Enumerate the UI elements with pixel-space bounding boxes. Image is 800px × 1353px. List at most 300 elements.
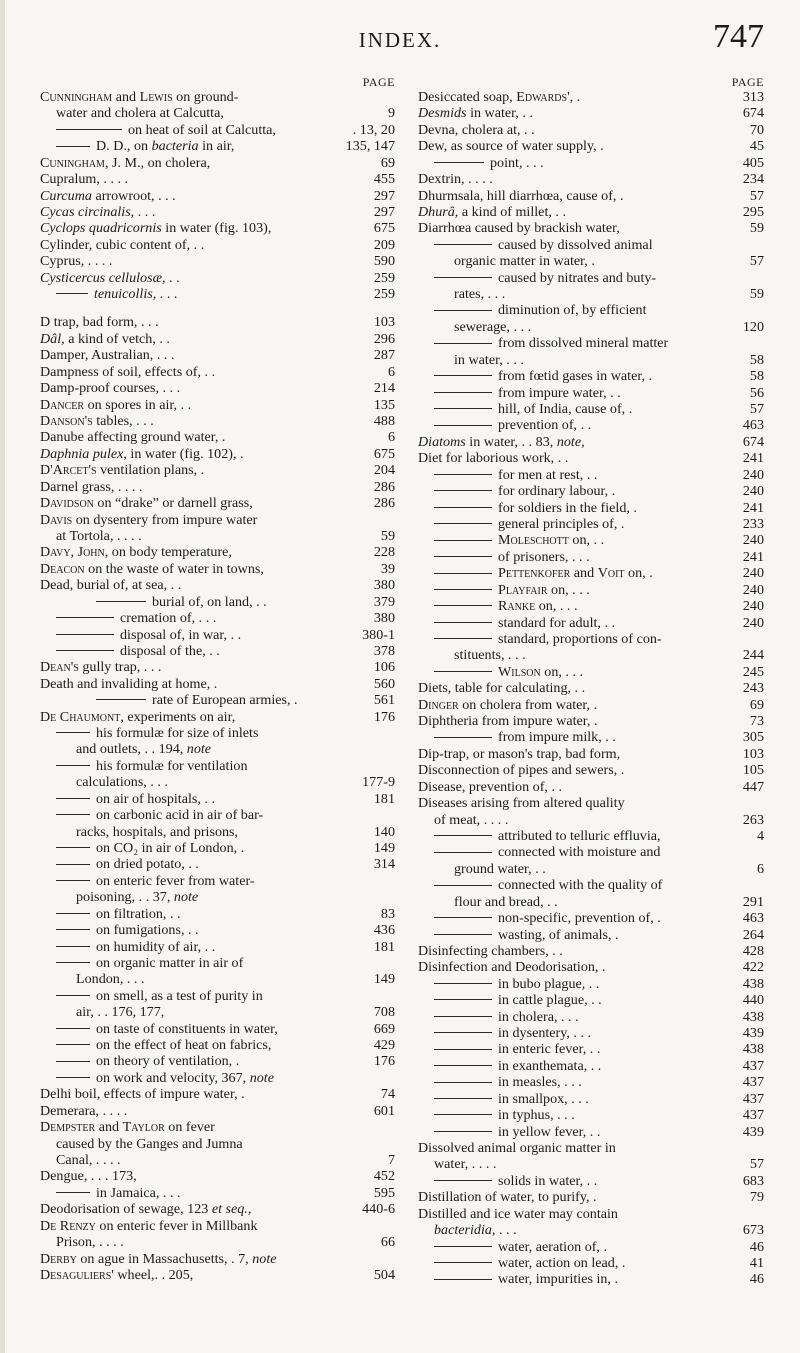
index-entry <box>40 270 395 286</box>
index-entry <box>40 1267 395 1283</box>
entry-text: , J. M., on cholera, <box>104 154 211 171</box>
page-reference: 440 <box>739 992 764 1008</box>
entry-text: Dhurâ, <box>418 203 459 220</box>
entry-text: on fumigations, . . <box>96 922 199 939</box>
repeat-dash <box>434 277 492 278</box>
index-entry <box>418 335 764 351</box>
index-entry <box>418 188 764 204</box>
index-entry <box>418 631 764 647</box>
entry-text: caused by nitrates and buty- <box>498 269 657 286</box>
page-reference: 675 <box>370 220 395 236</box>
page-reference: 149 <box>370 840 395 856</box>
index-entry <box>40 1004 395 1020</box>
index-entry <box>418 828 764 844</box>
page-reference: 405 <box>739 155 764 171</box>
index-entry <box>40 122 395 138</box>
entry-text: D trap, bad form, . . . <box>40 314 159 331</box>
entry-text: rates, . . . <box>454 286 506 303</box>
entry-text: on filtration, . . <box>96 905 181 922</box>
index-entry <box>40 1152 395 1168</box>
index-entry <box>40 906 395 922</box>
index-entry <box>40 774 395 790</box>
entry-text: at Tortola, . . . . <box>56 527 142 544</box>
entry-text: caused by dissolved animal <box>498 236 653 253</box>
page-reference: 438 <box>739 976 764 992</box>
index-entry <box>418 434 764 450</box>
index-entry <box>40 462 395 478</box>
index-entry <box>418 1124 764 1140</box>
page-reference: 438 <box>739 1041 764 1057</box>
entry-text: diminution of, by efficient <box>498 302 647 319</box>
index-entry <box>40 364 395 380</box>
page-reference: 39 <box>377 561 395 577</box>
index-entry <box>418 220 764 236</box>
entry-text: Danube affecting ground water, . <box>40 429 226 446</box>
index-entry <box>40 692 395 708</box>
entry-text: , . <box>569 89 581 105</box>
index-entry <box>418 647 764 663</box>
index-entry <box>40 1185 395 1201</box>
page-reference: 240 <box>739 532 764 548</box>
page-reference: 120 <box>739 319 764 335</box>
entry-text: Playfair <box>498 581 548 598</box>
index-entry <box>40 791 395 807</box>
entry-text: water, impurities in, . <box>498 1271 618 1288</box>
entry-text: on theory of ventilation, . <box>96 1053 240 1070</box>
entry-text: his formulæ for size of inlets <box>96 725 259 742</box>
entry-text: Diphtheria from impure water, . <box>418 713 598 730</box>
index-entry <box>40 577 395 593</box>
entry-text: ground water, . . <box>454 860 546 877</box>
index-entry <box>418 500 764 516</box>
entry-text: for soldiers in the field, . <box>498 499 637 516</box>
index-entry <box>418 450 764 466</box>
entry-text: Dead, burial of, at sea, . . <box>40 577 182 594</box>
repeat-dash <box>56 880 90 881</box>
entry-text: . . <box>165 269 180 286</box>
entry-text: tables, . . . <box>92 413 154 430</box>
index-entry <box>40 105 395 121</box>
page-reference: 439 <box>739 1124 764 1140</box>
index-entry <box>418 483 764 499</box>
repeat-dash <box>434 343 492 344</box>
entry-text: Cycas circinalis, <box>40 203 135 220</box>
page-reference: 380 <box>370 610 395 626</box>
index-entry <box>40 856 395 872</box>
index-entry <box>40 413 395 429</box>
page-number: 747 <box>713 18 764 55</box>
entry-text: . . . <box>156 286 178 303</box>
entry-text: Deodorisation of sewage, 123 <box>40 1201 212 1218</box>
index-entry <box>40 955 395 971</box>
page-reference: 177-9 <box>358 774 395 790</box>
index-entry <box>40 1168 395 1184</box>
index-entry <box>40 939 395 955</box>
entry-text: De Chaumont <box>40 708 121 725</box>
repeat-dash <box>56 765 90 766</box>
index-entry <box>40 1070 395 1086</box>
page-reference: 263 <box>739 812 764 828</box>
page-reference: 674 <box>739 434 764 450</box>
repeat-dash <box>434 1131 492 1132</box>
index-entry <box>40 331 395 347</box>
page-reference: 504 <box>370 1267 395 1283</box>
page-reference: 6 <box>384 429 395 445</box>
page-reference: 561 <box>370 692 395 708</box>
entry-text: flour and bread, . . <box>454 893 558 910</box>
index-entry <box>418 746 764 762</box>
entry-text: bacteria <box>151 138 199 155</box>
index-entry <box>418 1156 764 1172</box>
page-reference: 297 <box>370 204 395 220</box>
entry-text: Cysticercus cellulosæ, <box>40 269 166 286</box>
page-reference: 675 <box>370 446 395 462</box>
entry-text: Demerara, . . . . <box>40 1102 128 1119</box>
entry-text: in water, . . 83, <box>465 433 557 450</box>
repeat-dash <box>434 523 492 524</box>
entry-text: Darnel grass, . . . . <box>40 478 143 495</box>
entry-text: Dissolved animal organic matter in <box>418 1140 616 1156</box>
repeat-dash <box>56 617 114 618</box>
page-title: INDEX. <box>358 28 442 52</box>
page-reference: 241 <box>739 450 764 466</box>
entry-text: on work and velocity, 367, <box>96 1069 250 1086</box>
page-column-heading: PAGE <box>362 75 395 89</box>
index-entry <box>418 713 764 729</box>
page-reference: 135, 147 <box>342 138 395 154</box>
page-reference: 70 <box>746 122 764 138</box>
entry-text: Disinfection and Deodorisation, . <box>418 959 606 976</box>
page-reference: 674 <box>739 105 764 121</box>
index-entry <box>418 680 764 696</box>
index-entry <box>40 1021 395 1037</box>
index-entry <box>40 1218 395 1234</box>
index-entry <box>40 988 395 1004</box>
repeat-dash <box>56 798 90 799</box>
page-reference: 140 <box>370 824 395 840</box>
index-entries <box>40 89 395 1283</box>
page-reference: 79 <box>746 1189 764 1205</box>
entry-text: Dengue, . . . 173, <box>40 1168 137 1185</box>
entry-text: on heat of soil at Calcutta, <box>128 121 276 138</box>
entry-text: De Renzy <box>40 1217 96 1234</box>
entry-text: on, . . . <box>540 663 584 680</box>
page-reference: 176 <box>370 709 395 725</box>
page-reference: 46 <box>746 1271 764 1287</box>
index-entry <box>40 1201 395 1217</box>
entry-text: rate of European armies, . <box>152 692 298 709</box>
repeat-dash <box>56 1028 90 1029</box>
page-reference: 379 <box>370 594 395 610</box>
repeat-dash <box>56 146 90 147</box>
index-entry <box>418 467 764 483</box>
index-entry <box>40 544 395 560</box>
index-entry <box>40 922 395 938</box>
index-entry <box>418 1239 764 1255</box>
page-reference: 438 <box>739 1009 764 1025</box>
entry-text: on, . . . <box>535 598 578 615</box>
index-entry <box>40 627 395 643</box>
entry-text: on spores in air, . . <box>84 396 192 413</box>
page-reference: 181 <box>370 791 395 807</box>
entry-text: in yellow fever, . . <box>498 1123 601 1140</box>
page-reference: 264 <box>739 927 764 943</box>
index-entry <box>40 237 395 253</box>
index-entry <box>418 795 764 811</box>
entry-text: attributed to telluric effluvia, <box>498 827 661 844</box>
entry-text: of meat, . . . . <box>434 811 509 828</box>
repeat-dash <box>434 1049 492 1050</box>
entry-text: in bubo plague, . . <box>498 975 600 992</box>
repeat-dash <box>434 1114 492 1115</box>
entry-text: water, . . . . <box>434 1156 497 1173</box>
entry-text: on humidity of air, . . <box>96 938 216 955</box>
index-entry <box>418 861 764 877</box>
entry-text: Death and invaliding at home, . <box>40 675 218 692</box>
entry-text: from impure water, . . <box>498 384 621 401</box>
page-reference: 6 <box>384 364 395 380</box>
repeat-dash <box>434 638 492 639</box>
repeat-dash <box>434 408 492 409</box>
entry-text: and <box>95 1119 123 1136</box>
page-reference: 83 <box>377 906 395 922</box>
repeat-dash <box>434 1082 492 1083</box>
entry-text: prevention of, . . <box>498 417 592 434</box>
page-reference: 241 <box>739 549 764 565</box>
repeat-dash <box>434 162 484 163</box>
repeat-dash <box>56 913 90 914</box>
page-reference: 57 <box>746 1156 764 1172</box>
entry-text: in air, <box>198 138 235 155</box>
index-entry <box>418 253 764 269</box>
index-entry <box>418 812 764 828</box>
page-reference: 69 <box>377 155 395 171</box>
index-entry <box>418 417 764 433</box>
entry-text: gully trap, . . . <box>78 659 162 676</box>
page-reference: 243 <box>739 680 764 696</box>
entry-text: Daphnia pulex, <box>40 445 127 462</box>
page-reference: 259 <box>370 270 395 286</box>
entry-text: Cunningham <box>40 89 113 105</box>
page-reference: 437 <box>739 1058 764 1074</box>
page-reference: 305 <box>739 729 764 745</box>
entry-text: Curcuma <box>40 187 92 204</box>
entry-text: Desiccated soap, <box>418 89 517 105</box>
repeat-dash <box>96 601 146 602</box>
entry-text: . . . <box>495 1222 517 1239</box>
page-reference: 295 <box>739 204 764 220</box>
entry-text: Diet for laborious work, . . <box>418 450 569 467</box>
entry-text: on the effect of heat on fabrics, <box>96 1037 272 1054</box>
page-reference: 259 <box>370 286 395 302</box>
entry-text: Canal, . . . . <box>56 1152 121 1168</box>
page-reference: 429 <box>370 1037 395 1053</box>
index-entry <box>40 1103 395 1119</box>
index-entry <box>40 1234 395 1250</box>
entry-text: in water (fig. 103), <box>161 220 272 237</box>
index-entry <box>418 1058 764 1074</box>
entry-text: Voit <box>597 565 625 582</box>
repeat-dash <box>56 1061 90 1062</box>
entry-text: Dinger <box>418 696 459 713</box>
index-entry <box>40 561 395 577</box>
page-reference: 41 <box>746 1255 764 1271</box>
index-entry <box>418 401 764 417</box>
entry-text: on fever <box>164 1119 215 1136</box>
repeat-dash <box>56 847 90 848</box>
page-reference: 287 <box>370 347 395 363</box>
index-entry <box>418 171 764 187</box>
index-entry <box>418 877 764 893</box>
entry-text: Disconnection of pipes and sewers, . <box>418 762 625 779</box>
entry-text: in measles, . . . <box>498 1074 582 1091</box>
index-entry <box>40 380 395 396</box>
repeat-dash <box>56 634 114 635</box>
entry-text: air, . . 176, 177, <box>76 1004 165 1021</box>
entry-text: a kind of vetch, . . <box>64 330 170 347</box>
entry-text: connected with moisture and <box>498 844 661 861</box>
repeat-dash <box>434 835 492 836</box>
repeat-dash <box>56 946 90 947</box>
repeat-dash <box>56 650 114 651</box>
page-reference: 228 <box>370 544 395 560</box>
index-entry <box>40 1251 395 1267</box>
repeat-dash <box>434 1016 492 1017</box>
index-entry <box>40 643 395 659</box>
index-entry <box>40 824 395 840</box>
repeat-dash <box>434 917 492 918</box>
entry-text: his formulæ for ventilation <box>96 757 248 774</box>
entry-text: general principles of, . <box>498 515 625 532</box>
index-entry <box>40 188 395 204</box>
page-reference: 488 <box>370 413 395 429</box>
entry-text: Desaguliers' <box>40 1266 114 1283</box>
index-entry <box>40 286 395 302</box>
entry-text: D. D., on <box>96 138 152 155</box>
repeat-dash <box>56 1044 90 1045</box>
page-reference: 57 <box>746 188 764 204</box>
page-reference: 437 <box>739 1091 764 1107</box>
index-entry <box>40 741 395 757</box>
index-entry <box>418 1222 764 1238</box>
index-entry <box>418 927 764 943</box>
entry-text: Danson's <box>40 413 93 430</box>
entry-text: bacteridia, <box>434 1222 496 1239</box>
repeat-dash <box>434 671 492 672</box>
page-reference: 181 <box>370 939 395 955</box>
page-reference: 149 <box>370 971 395 987</box>
entry-text: for men at rest, . . <box>498 466 598 483</box>
page-reference: 601 <box>370 1103 395 1119</box>
page-reference: 58 <box>746 352 764 368</box>
index-entry <box>418 105 764 121</box>
entry-text: and <box>112 89 140 105</box>
page-reference: 240 <box>739 582 764 598</box>
index-entry <box>40 873 395 889</box>
page-reference: 296 <box>370 331 395 347</box>
entry-text: on organic matter in air of <box>96 954 244 971</box>
entry-text: and outlets, . . 194, <box>76 741 187 758</box>
entry-text: Damper, Australian, . . . <box>40 347 175 364</box>
page-reference: 105 <box>739 762 764 778</box>
entry-text: of prisoners, . . . <box>498 548 590 565</box>
entry-text: Cyprus, . . . . <box>40 253 113 270</box>
page-reference: 240 <box>739 598 764 614</box>
page-reference: 59 <box>746 286 764 302</box>
index-entry <box>418 368 764 384</box>
entry-text: , experiments on air, <box>120 708 236 725</box>
entry-text: ventilation plans, . <box>96 462 205 479</box>
page-reference: 455 <box>370 171 395 187</box>
repeat-dash <box>434 474 492 475</box>
index-entry <box>418 762 764 778</box>
page-reference: 297 <box>370 188 395 204</box>
entry-text: in typhus, . . . <box>498 1107 575 1124</box>
entry-text: on body temperature, <box>108 544 232 561</box>
page-reference: 45 <box>746 138 764 154</box>
entry-text: Prison, . . . . <box>56 1234 124 1251</box>
index-entry <box>40 889 395 905</box>
page-reference: 241 <box>739 500 764 516</box>
page-reference: 452 <box>370 1168 395 1184</box>
entry-text: Dip-trap, or mason's trap, bad form, <box>418 745 621 762</box>
index-entries <box>418 89 764 1288</box>
entry-text: Dextrin, . . . . <box>418 171 493 188</box>
entry-text: Desmids <box>418 105 467 122</box>
entry-text: Lewis <box>139 89 173 105</box>
entry-text: on taste of constituents in water, <box>96 1020 278 1037</box>
page-reference: 245 <box>739 664 764 680</box>
entry-text: Cylinder, cubic content of, . . <box>40 236 205 253</box>
entry-text: sewerage, . . . <box>454 318 532 335</box>
entry-text: Dhurmsala, hill diarrhœa, cause of, . <box>418 187 624 204</box>
page-reference: 314 <box>370 856 395 872</box>
index-entry <box>40 676 395 692</box>
index-entry <box>418 1255 764 1271</box>
entry-text: Disease, prevention of, . . <box>418 778 563 795</box>
index-entry <box>40 155 395 171</box>
repeat-dash <box>96 699 146 700</box>
index-entry <box>40 314 395 330</box>
index-entry <box>40 610 395 626</box>
page-reference: 447 <box>739 779 764 795</box>
index-entry <box>418 122 764 138</box>
page-reference: 440-6 <box>358 1201 395 1217</box>
repeat-dash <box>434 983 492 984</box>
page-reference: 437 <box>739 1107 764 1123</box>
index-entry <box>40 807 395 823</box>
page-reference: 380 <box>370 577 395 593</box>
index-entry <box>40 659 395 675</box>
index-entry <box>40 1086 395 1102</box>
entry-text: for ordinary labour, . <box>498 483 616 500</box>
page-reference: 73 <box>746 713 764 729</box>
index-entry <box>418 976 764 992</box>
entry-text: on, . . . <box>547 581 590 598</box>
index-entry <box>418 1189 764 1205</box>
entry-text: solids in water, . . <box>498 1172 598 1189</box>
page-reference: 214 <box>370 380 395 396</box>
page-reference: 204 <box>370 462 395 478</box>
page-reference: 436 <box>370 922 395 938</box>
entry-text: Dancer <box>40 396 85 413</box>
page-reference: 209 <box>370 237 395 253</box>
repeat-dash <box>56 929 90 930</box>
repeat-dash <box>434 1262 492 1263</box>
repeat-dash <box>56 293 88 294</box>
entry-text: burial of, on land, . . <box>152 593 267 610</box>
entry-text: on ague in Massachusetts, . 7, <box>76 1250 253 1267</box>
